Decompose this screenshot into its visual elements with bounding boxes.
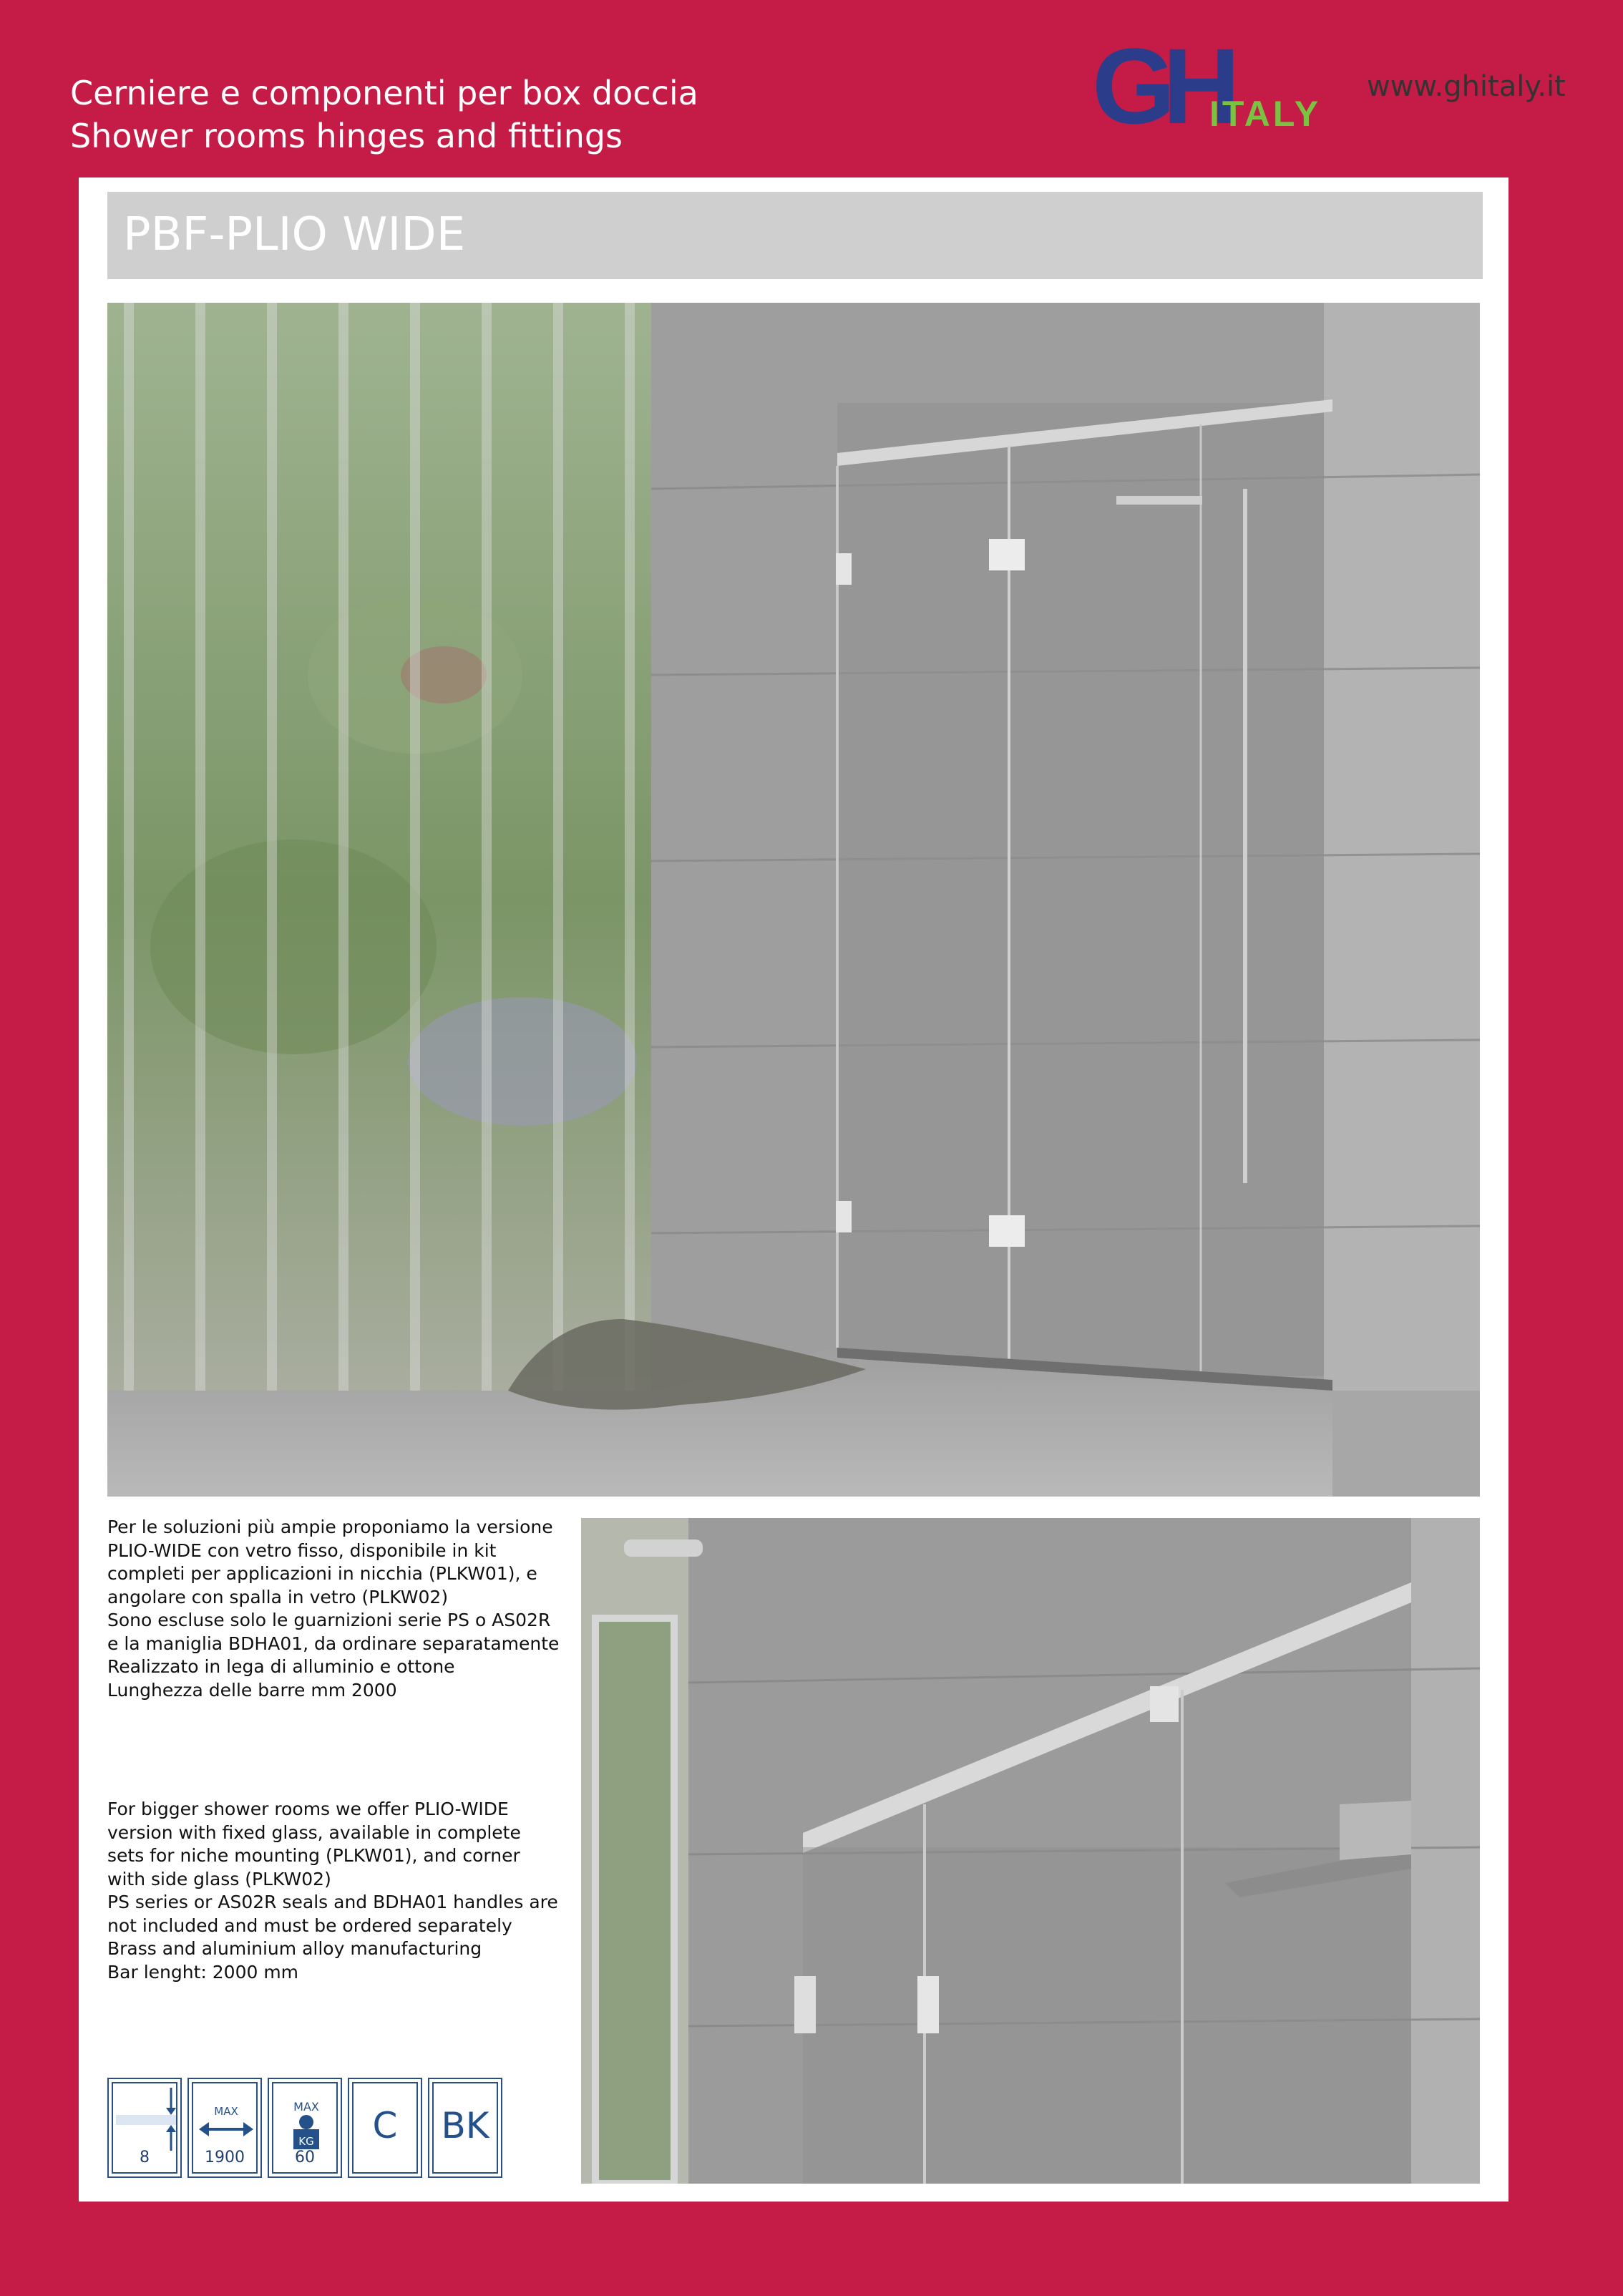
website-link[interactable]: www.ghitaly.it [1367,70,1566,103]
finish-black-label: BK [441,2105,489,2146]
finish-chrome-label: C [372,2105,398,2146]
spec-badges [107,2078,502,2178]
main-shower-photo [107,303,1480,1497]
max-weight-value: 60 [295,2149,315,2166]
italian-description: Per le soluzioni più ampie proponiamo la versione PLIO-WIDE con vetro fisso, disponibile in kit completi per applicazioni in nicchia (PLKW01), e angolare con spalla in vetro (PLKW02) Sono escluse solo le guarnizioni serie PS o AS02R e la maniglia BDHA01, da ordinare separatamente Realizzato in lega di alluminio e ottone Lunghezza delle barre mm 2000 [107,1517,560,1701]
glass-thickness-value: 8 [140,2149,150,2166]
max-width-label: MAX [214,2105,238,2118]
max-width-badge [187,2078,262,2178]
english-description: For bigger shower rooms we offer PLIO-WIDE version with fixed glass, available in complete sets for niche mounting (PLKW01), and corner with side glass (PLKW02) PS series or AS02R seals and BDHA01 handles are not included and must be ordered separately Brass and aluminium alloy manufacturing Bar lenght: 2000 mm [107,1799,558,1983]
gh-italy-logo [1091,40,1348,133]
header-line-italian: Cerniere e componenti per box doccia [70,74,698,112]
glass-thickness-badge [107,2078,182,2178]
header-line-english: Shower rooms hinges and fittings [70,117,623,155]
max-weight-unit: KG [298,2135,314,2148]
logo-gh-text: GH [1092,40,1227,133]
title-bar [107,192,1483,279]
product-title: PBF-PLIO WIDE [123,208,466,261]
max-weight-badge [268,2078,342,2178]
detail-shower-photo [581,1518,1480,2184]
max-weight-label: MAX [293,2100,319,2113]
logo-italy-text: ITALY [1209,94,1322,133]
finish-black-badge [428,2078,502,2178]
content-card [79,177,1509,2202]
max-width-value: 1900 [205,2149,245,2166]
finish-chrome-badge [348,2078,422,2178]
